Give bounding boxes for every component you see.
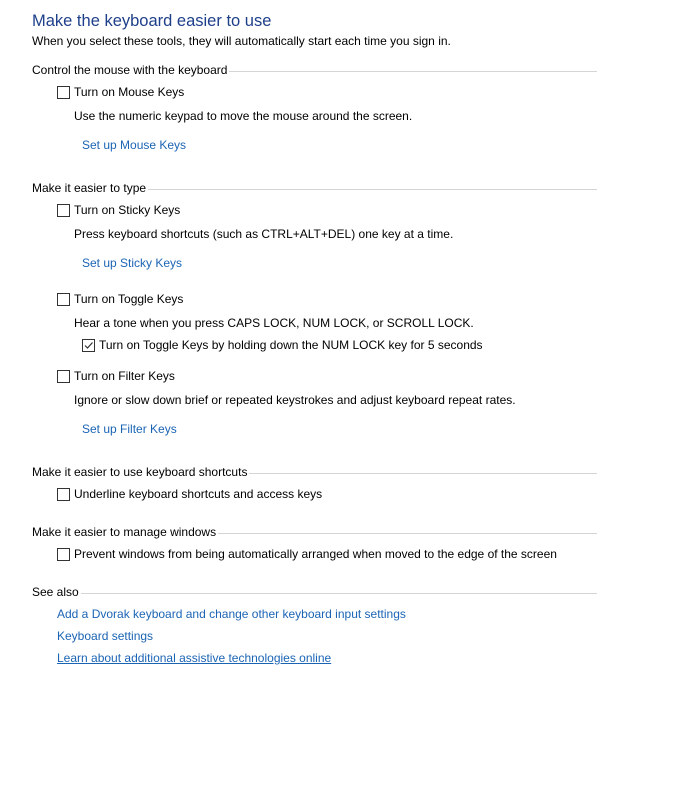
sticky-keys-description: Press keyboard shortcuts (such as CTRL+ALT+DEL) one key at a time. [74,227,454,241]
page-title: Make the keyboard easier to use [32,12,272,30]
checkbox-label[interactable]: Turn on Mouse Keys [74,85,185,99]
mouse-keys-checkbox-row[interactable] [57,85,184,99]
toggle-keys-hold-checkbox[interactable] [82,339,95,352]
mouse-keys-description: Use the numeric keypad to move the mouse around the screen. [74,109,413,123]
filter-keys-checkbox-row[interactable] [57,369,175,383]
section-header-shortcuts [32,465,597,479]
checkbox-label[interactable]: Turn on Filter Keys [74,369,175,383]
filter-keys-checkbox[interactable] [57,370,70,383]
checkbox-label[interactable]: Turn on Toggle Keys by holding down the NUM LOCK key for 5 seconds [99,338,483,352]
dvorak-keyboard-link[interactable]: Add a Dvorak keyboard and change other keyboard input settings [57,607,406,621]
checkbox-label[interactable]: Prevent windows from being automatically arranged when moved to the edge of the screen [74,547,557,561]
underline-shortcuts-checkbox-row[interactable] [57,487,322,501]
section-heading: See also [32,585,79,599]
mouse-keys-checkbox[interactable] [57,86,70,99]
section-header-see-also [32,585,597,599]
filter-keys-description: Ignore or slow down brief or repeated keystrokes and adjust keyboard repeat rates. [74,393,516,407]
separator-line [249,473,597,474]
toggle-keys-checkbox[interactable] [57,293,70,306]
separator-line [81,593,597,594]
section-header-mouse [32,63,597,77]
prevent-arrange-checkbox-row[interactable] [57,547,557,561]
separator-line [229,71,597,72]
section-heading: Make it easier to use keyboard shortcuts [32,465,248,479]
setup-filter-keys-link[interactable]: Set up Filter Keys [82,422,177,436]
toggle-keys-description: Hear a tone when you press CAPS LOCK, NUM LOCK, or SCROLL LOCK. [74,316,474,330]
toggle-keys-checkbox-row[interactable] [57,292,183,306]
section-heading: Control the mouse with the keyboard [32,63,228,77]
setup-sticky-keys-link[interactable]: Set up Sticky Keys [82,256,183,270]
assistive-technologies-link[interactable]: Learn about additional assistive technologies online [57,651,332,665]
separator-line [218,533,597,534]
setup-mouse-keys-link[interactable]: Set up Mouse Keys [82,138,187,152]
underline-shortcuts-checkbox[interactable] [57,488,70,501]
checkbox-label[interactable]: Underline keyboard shortcuts and access keys [74,487,323,501]
section-header-windows [32,525,597,539]
section-header-typing [32,181,597,195]
separator-line [148,189,597,190]
sticky-keys-checkbox-row[interactable] [57,203,180,217]
toggle-keys-hold-checkbox-row[interactable] [82,338,483,352]
checkmark-icon [83,340,94,351]
page-subtitle: When you select these tools, they will automatically start each time you sign in. [32,34,451,48]
section-heading: Make it easier to type [32,181,147,195]
section-heading: Make it easier to manage windows [32,525,217,539]
keyboard-settings-link[interactable]: Keyboard settings [57,629,154,643]
prevent-arrange-checkbox[interactable] [57,548,70,561]
checkbox-label[interactable]: Turn on Sticky Keys [74,203,181,217]
checkbox-label[interactable]: Turn on Toggle Keys [74,292,184,306]
sticky-keys-checkbox[interactable] [57,204,70,217]
